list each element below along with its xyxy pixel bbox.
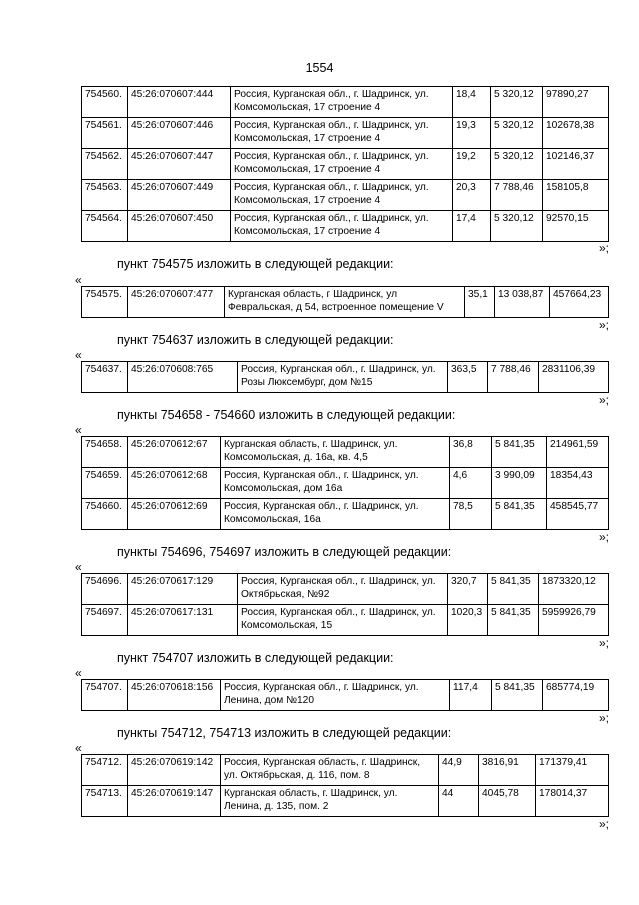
section-heading-6: пункт 754707 изложить в следующей редакции: [117, 651, 394, 665]
page-number: 1554 [305, 61, 334, 75]
registry-number-cell: 754712. [82, 755, 128, 786]
area-cell: 35,1 [465, 287, 495, 318]
address-cell: Россия, Курганская обл., г. Шадринск, ул. Комсомольская, 17 строение 4 [231, 118, 453, 149]
cadastral-number-cell: 45:26:070607:477 [128, 287, 225, 318]
value-cell: 158105,8 [543, 180, 609, 211]
rate-cell: 5 841,35 [488, 574, 539, 605]
rate-cell: 3 990,09 [492, 468, 547, 499]
registry-number-cell: 754713. [82, 786, 128, 817]
table-row [82, 605, 609, 636]
registry-number-cell: 754575. [82, 287, 128, 318]
cadastral-number-cell: 45:26:070607:444 [128, 87, 231, 118]
area-cell: 320,7 [448, 574, 488, 605]
section-heading-5: пункты 754696, 754697 изложить в следующей редакции: [117, 545, 452, 559]
value-cell: 18354,43 [547, 468, 609, 499]
registry-number-cell: 754659. [82, 468, 128, 499]
area-cell: 363,5 [448, 362, 488, 393]
close-mark-1: »; [598, 241, 609, 255]
area-cell: 18,4 [453, 87, 491, 118]
table-row [82, 468, 609, 499]
table-row [82, 287, 609, 318]
value-cell: 458545,77 [547, 499, 609, 530]
rate-cell: 13 038,87 [495, 287, 550, 318]
rate-cell: 5 841,35 [492, 499, 547, 530]
area-cell: 17,4 [453, 211, 491, 242]
rate-cell: 5 841,35 [492, 437, 547, 468]
value-cell: 214961,59 [547, 437, 609, 468]
table-row [82, 437, 609, 468]
area-cell: 20,3 [453, 180, 491, 211]
close-mark-5: »; [598, 636, 609, 650]
cadastral-number-cell: 45:26:070607:449 [128, 180, 231, 211]
close-mark-7: »; [598, 817, 609, 831]
close-mark-3: »; [598, 393, 609, 407]
address-cell: Россия, Курганская обл., г. Шадринск, ул. Комсомольская, 17 строение 4 [231, 149, 453, 180]
address-cell: Курганская область, г. Шадринск, ул. Ленина, д. 135, пом. 2 [221, 786, 439, 817]
registry-table-4 [81, 436, 609, 530]
cadastral-number-cell: 45:26:070612:68 [128, 468, 221, 499]
address-cell: Россия, Курганская обл., г. Шадринск, ул. Комсомольская, 17 строение 4 [231, 211, 453, 242]
table-row [82, 87, 609, 118]
rate-cell: 5 320,12 [491, 118, 543, 149]
area-cell: 19,2 [453, 149, 491, 180]
close-mark-4: »; [598, 530, 609, 544]
table-row [82, 755, 609, 786]
value-cell: 2831106,39 [539, 362, 609, 393]
cadastral-number-cell: 45:26:070607:450 [128, 211, 231, 242]
value-cell: 102146,37 [543, 149, 609, 180]
cadastral-number-cell: 45:26:070607:446 [128, 118, 231, 149]
registry-table-1 [81, 86, 609, 242]
area-cell: 1020,3 [448, 605, 488, 636]
cadastral-number-cell: 45:26:070617:131 [128, 605, 238, 636]
address-cell: Россия, Курганская обл., г. Шадринск, ул. Розы Люксембург, дом №15 [238, 362, 448, 393]
section-heading-4: пункты 754658 - 754660 изложить в следующей редакции: [117, 408, 456, 422]
area-cell: 19,3 [453, 118, 491, 149]
table-row [82, 680, 609, 711]
rate-cell: 5 320,12 [491, 211, 543, 242]
address-cell: Россия, Курганская область, г. Шадринск, ул. Октябрьская, д. 116, пом. 8 [221, 755, 439, 786]
close-mark-6: »; [598, 711, 609, 725]
rate-cell: 5 320,12 [491, 87, 543, 118]
section-heading-7: пункты 754712, 754713 изложить в следующей редакции: [117, 726, 452, 740]
area-cell: 78,5 [450, 499, 492, 530]
registry-number-cell: 754563. [82, 180, 128, 211]
area-cell: 4,6 [450, 468, 492, 499]
cadastral-number-cell: 45:26:070617:129 [128, 574, 238, 605]
value-cell: 102678,38 [543, 118, 609, 149]
table-row [82, 118, 609, 149]
area-cell: 36,8 [450, 437, 492, 468]
open-quote-5: « [75, 560, 82, 574]
registry-number-cell: 754562. [82, 149, 128, 180]
value-cell: 1873320,12 [539, 574, 609, 605]
registry-number-cell: 754658. [82, 437, 128, 468]
address-cell: Россия, Курганская обл., г. Шадринск, ул. Комсомольская, 17 строение 4 [231, 87, 453, 118]
cadastral-number-cell: 45:26:070619:147 [128, 786, 221, 817]
address-cell: Россия, Курганская обл., г. Шадринск, ул. Комсомольская, дом 16а [221, 468, 450, 499]
rate-cell: 4045,78 [479, 786, 536, 817]
address-cell: Россия, Курганская обл., г. Шадринск, ул. Комсомольская, 15 [238, 605, 448, 636]
registry-table-3 [81, 361, 609, 393]
open-quote-6: « [75, 666, 82, 680]
value-cell: 685774,19 [543, 680, 609, 711]
area-cell: 117,4 [450, 680, 492, 711]
address-cell: Россия, Курганская обл., г. Шадринск, ул. Комсомольская, 16а [221, 499, 450, 530]
cadastral-number-cell: 45:26:070618:156 [128, 680, 221, 711]
registry-number-cell: 754696. [82, 574, 128, 605]
area-cell: 44,9 [439, 755, 479, 786]
rate-cell: 7 788,46 [488, 362, 539, 393]
registry-number-cell: 754564. [82, 211, 128, 242]
registry-table-2 [81, 286, 609, 318]
value-cell: 92570,15 [543, 211, 609, 242]
address-cell: Россия, Курганская обл., г. Шадринск, ул. Ленина, дом №120 [221, 680, 450, 711]
address-cell: Россия, Курганская обл., г. Шадринск, ул. Комсомольская, 17 строение 4 [231, 180, 453, 211]
cadastral-number-cell: 45:26:070608:765 [128, 362, 238, 393]
table-row [82, 574, 609, 605]
value-cell: 178014,37 [536, 786, 609, 817]
address-cell: Курганская область, г Шадринск, ул Февральская, д 54, встроенное помещение V [225, 287, 465, 318]
open-quote-3: « [75, 348, 82, 362]
registry-number-cell: 754561. [82, 118, 128, 149]
open-quote-2: « [75, 273, 82, 287]
registry-number-cell: 754707. [82, 680, 128, 711]
address-cell: Курганская область, г. Шадринск, ул. Комсомольская, д. 16а, кв. 4,5 [221, 437, 450, 468]
section-heading-3: пункт 754637 изложить в следующей редакции: [117, 333, 394, 347]
table-row [82, 786, 609, 817]
rate-cell: 3816,91 [479, 755, 536, 786]
cadastral-number-cell: 45:26:070612:67 [128, 437, 221, 468]
section-heading-2: пункт 754575 изложить в следующей редакции: [117, 257, 394, 271]
rate-cell: 5 320,12 [491, 149, 543, 180]
registry-number-cell: 754697. [82, 605, 128, 636]
rate-cell: 5 841,35 [492, 680, 543, 711]
registry-table-6 [81, 679, 609, 711]
rate-cell: 7 788,46 [491, 180, 543, 211]
open-quote-4: « [75, 423, 82, 437]
cadastral-number-cell: 45:26:070619:142 [128, 755, 221, 786]
close-mark-2: »; [598, 318, 609, 332]
value-cell: 457664,23 [550, 287, 609, 318]
value-cell: 97890,27 [543, 87, 609, 118]
registry-number-cell: 754660. [82, 499, 128, 530]
table-row [82, 499, 609, 530]
table-row [82, 180, 609, 211]
registry-table-5 [81, 573, 609, 636]
table-row [82, 149, 609, 180]
value-cell: 5959926,79 [539, 605, 609, 636]
table-row [82, 211, 609, 242]
registry-number-cell: 754560. [82, 87, 128, 118]
value-cell: 171379,41 [536, 755, 609, 786]
open-quote-7: « [75, 741, 82, 755]
registry-number-cell: 754637. [82, 362, 128, 393]
table-row [82, 362, 609, 393]
address-cell: Россия, Курганская обл., г. Шадринск, ул. Октябрьская, №92 [238, 574, 448, 605]
registry-table-7 [81, 754, 609, 817]
area-cell: 44 [439, 786, 479, 817]
cadastral-number-cell: 45:26:070607:447 [128, 149, 231, 180]
rate-cell: 5 841,35 [488, 605, 539, 636]
cadastral-number-cell: 45:26:070612:69 [128, 499, 221, 530]
